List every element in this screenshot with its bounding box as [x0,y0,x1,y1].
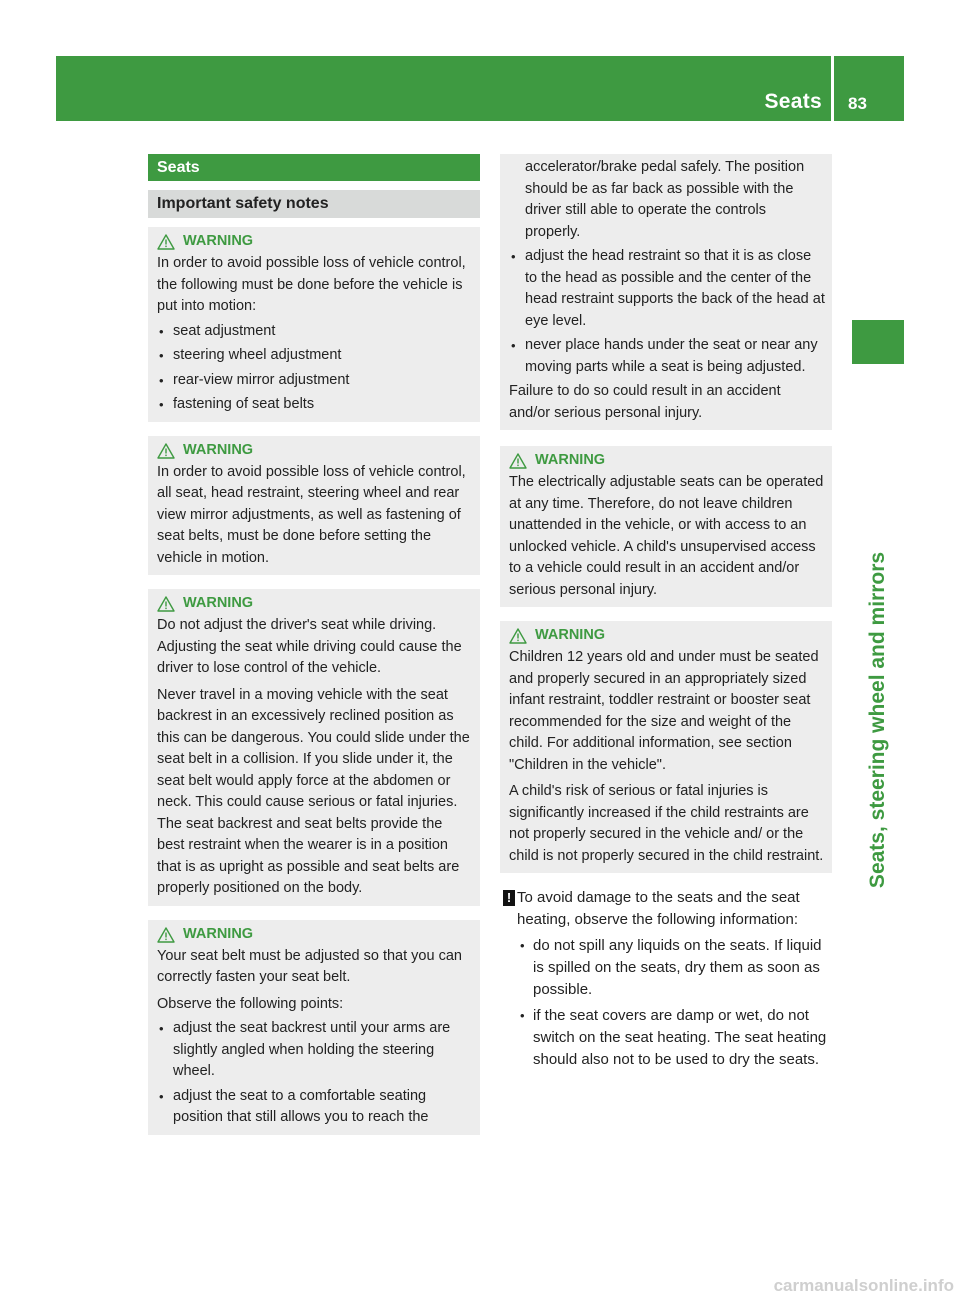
warning-box-continued [500,154,832,430]
warning-text: Your seat belt must be adjusted so that you can correctly fasten your seat belt. [157,947,462,985]
watermark: carmanualsonline.info [773,1276,954,1295]
warning-box [148,436,480,576]
warning-text: The electrically adjustable seats can be operated at any time. Therefore, do not leave children unattended in the vehicle, or with access to an unlocked vehicle. A child's unsupervised access to a vehicle could result in an accident and/or serious personal injury. [509,474,824,598]
warning-text: Observe the following points: [157,995,344,1012]
header-title: Seats [764,90,822,113]
warning-triangle-icon [509,628,527,644]
warning-box [148,920,480,1135]
warning-heading: WARNING [509,450,825,472]
warning-text: In order to avoid possible loss of vehicle control, all seat, head restraint, steering wheel and rear view mirror adjustments, as well as fastening of seat belts, must be done before setting the vehicle in motion. [157,463,466,566]
warning-heading: WARNING [157,440,473,462]
warning-heading: WARNING [509,625,825,647]
exclamation-icon: ! [503,890,515,906]
list-item: • adjust the head restraint so that it is as close to the head as possible and the center of the head restraint supports the back of the head at eye level. [509,246,825,332]
warning-triangle-icon [157,234,175,250]
section-title: Seats [148,154,480,181]
warning-box [500,621,832,873]
subsection-title: Important safety notes [148,190,480,218]
warning-text: Do not adjust the driver's seat while driving. Adjusting the seat while driving could cause the driver to lose control of the vehicle. [157,617,462,676]
warning-text: accelerator/brake pedal safely. The position should be as far back as possible with the driver still able to operate the controls properly. [525,159,805,240]
warning-heading: WARNING [157,593,473,615]
list-item: • never place hands under the seat or near any moving parts while a seat is being adjusted. [509,335,825,378]
notice-text: To avoid damage to the seats and the seat heating, observe the following information: [517,889,800,928]
list-item: • adjust the seat backrest until your arms are slightly angled when holding the steering wheel. [157,1018,473,1083]
warning-triangle-icon [157,927,175,943]
damage-notice [500,887,832,1071]
list-item: • rear-view mirror adjustment [157,370,473,392]
warning-triangle-icon [157,443,175,459]
warning-text: In order to avoid possible loss of vehicle control, the following must be done before the vehicle is put into motion: [157,255,466,314]
list-item: • if the seat covers are damp or wet, do not switch on the seat heating. The seat heating should also not to be used to dry the seats. [517,1005,832,1071]
warning-heading: WARNING [157,231,473,253]
warning-box [148,589,480,906]
warning-text: A child's risk of serious or fatal injuries is significantly increased if the child restraints are not properly secured in the vehicle and/ or the child is not properly secured in the child restraint. [509,783,824,864]
warning-triangle-icon [509,453,527,469]
right-column [500,154,832,1071]
warning-heading: WARNING [157,924,473,946]
chapter-tab-marker [852,320,904,364]
warning-triangle-icon [157,596,175,612]
warning-box [500,446,832,607]
list-item: • adjust the seat to a comfortable seating position that still allows you to reach the [157,1086,473,1129]
warning-text: Children 12 years old and under must be seated and properly secured in an appropriately sized infant restraint, toddler restraint or booster seat recommended for the size and weight of the child. For additional information, see section "Children in the vehicle". [509,649,819,773]
page-number: 83 [848,94,867,113]
warning-text: Never travel in a moving vehicle with the seat backrest in an excessively reclined position as this can be dangerous. You could slide under the seat belt in a collision. If you slide under it, the seat belt would apply force at the abdomen or neck. This could cause serious or fatal injuries. The seat backrest and seat belts provide the best restraint when the wearer is in a position that is as upright as possible and seat belts are properly positioned on the body. [157,686,470,896]
list-item: • seat adjustment [157,321,473,343]
left-column [148,154,480,1135]
warning-text: Failure to do so could result in an accident and/or serious personal injury. [509,383,781,421]
list-item: • steering wheel adjustment [157,345,473,367]
list-item: • fastening of seat belts [157,394,473,416]
header-separator [831,56,834,121]
list-item: • do not spill any liquids on the seats. If liquid is spilled on the seats, dry them as soon as possible. [517,935,832,1001]
warning-box [148,227,480,422]
